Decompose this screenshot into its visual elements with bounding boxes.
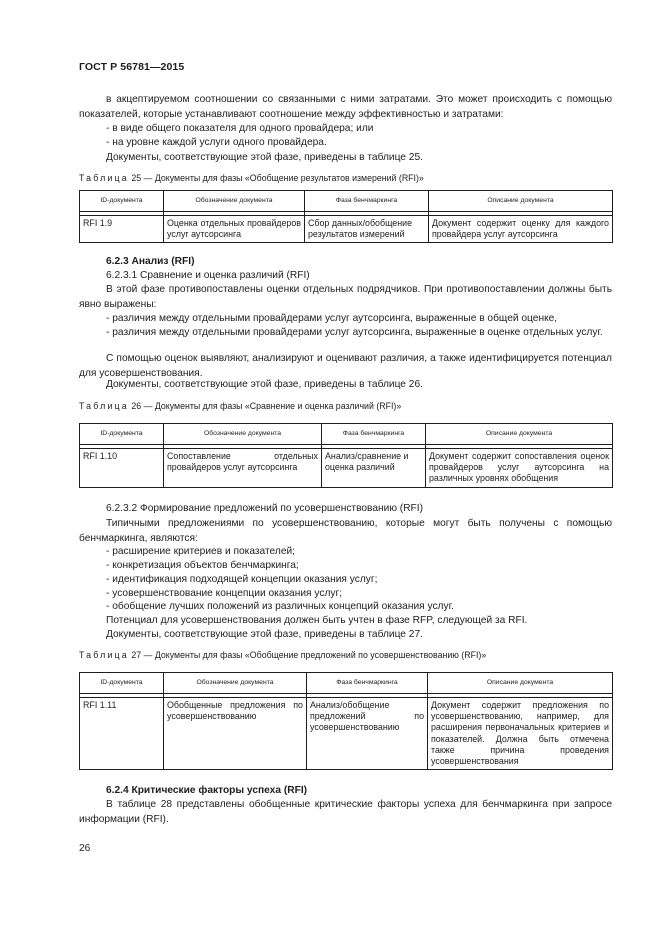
table-27-caption <box>79 649 612 661</box>
column-header: ID-документа <box>80 191 164 212</box>
table-cell: RFI 1.10 <box>80 449 164 488</box>
column-header: Описание документа <box>428 673 613 694</box>
list-item: - в виде общего показателя для одного провайдера; или <box>106 123 374 134</box>
list-item: - обобщение лучших положений из различных концепций оказания услуг. <box>106 601 454 612</box>
paragraph: Типичными предложениями по усовершенствованию, которые могут быть получены с помощью бенчмаркинга, являются: <box>79 518 612 544</box>
table-25 <box>79 190 613 243</box>
list-item: - идентификация подходящей концепции оказания услуг; <box>106 574 378 585</box>
table-cell: Документ содержит оценку для каждого провайдера услуг аутсорсинга <box>429 216 613 243</box>
table-27 <box>79 672 613 770</box>
table-26-caption <box>79 400 612 412</box>
subsection-title: 6.2.3.1 Сравнение и оценка различий (RFI) <box>106 270 310 281</box>
table-row <box>80 698 613 770</box>
caption-text: 25 — Документы для фазы «Обобщение результатов измерений (RFI)» <box>128 173 424 183</box>
table-header-row <box>80 191 613 212</box>
table-cell: Анализ/сравнение и оценка различий <box>322 449 426 488</box>
paragraph: Документы, соответствующие этой фазе, приведены в таблице 27. <box>106 629 423 640</box>
paragraph: В этой фазе противопоставлены оценки отдельных подрядчиков. При противопоставлении должны быть явно выражены: <box>79 284 612 310</box>
page-number: 26 <box>79 843 91 854</box>
column-header: ID-документа <box>80 424 164 445</box>
paragraph: Потенциал для усовершенствования должен быть учтен в фазе RFP, следующей за RFI. <box>106 615 528 626</box>
section-title: 6.2.3 Анализ (RFI) <box>106 256 195 267</box>
table-26 <box>79 423 613 488</box>
caption-label: Таблица <box>79 173 129 183</box>
table-cell: Обобщенные предложения по усовершенствованию <box>164 698 307 770</box>
table-25-caption <box>79 172 612 184</box>
table-cell: RFI 1.9 <box>80 216 164 243</box>
table-cell: Оценка отдельных провайдеров услуг аутсорсинга <box>164 216 305 243</box>
column-header: Описание документа <box>426 424 613 445</box>
table-cell: Документ содержит предложения по усовершенствованию, например, для расширения первоначальных критериев и показателей. Должна быть отмечена также причина проведения усовершенствования <box>428 698 613 770</box>
document-header: ГОСТ Р 56781—2015 <box>79 61 185 73</box>
list-item: - конкретизация объектов бенчмаркинга; <box>106 560 299 571</box>
table-cell: RFI 1.11 <box>80 698 164 770</box>
paragraph: С помощью оценок выявляют, анализируют и оценивают различия, а также идентифицируется потенциал для усовершенствования. <box>79 353 612 379</box>
caption-label: Таблица <box>79 650 129 660</box>
table-cell: Сбор данных/обобщение результатов измерений <box>305 216 429 243</box>
list-item: - различия между отдельными провайдерами услуг аутсорсинга, выраженные в общей оценке, <box>106 313 558 324</box>
column-header: Обозначение документа <box>164 424 322 445</box>
list-item: - различия между отдельными провайдерами услуг аутсорсинга, выраженные в оценке отдельных услуг. <box>106 327 603 338</box>
column-header: ID-документа <box>80 673 164 694</box>
paragraph: В таблице 28 представлены обобщенные критические факторы успеха для бенчмаркинга при запросе информации (RFI). <box>79 799 612 825</box>
column-header: Описание документа <box>429 191 613 212</box>
subsection-title: 6.2.3.2 Формирование предложений по усовершенствованию (RFI) <box>106 503 423 514</box>
paragraph: в акцептируемом соотношении со связанными с ними затратами. Это может происходить с помощью показателей, которые устанавливают соотношение между эффективностью и затратами: <box>79 94 612 120</box>
table-cell: Сопоставление отдельных провайдеров услуг аутсорсинга <box>164 449 322 488</box>
table-row <box>80 449 613 488</box>
paragraph: Документы, соответствующие этой фазе, приведены в таблице 26. <box>106 379 423 390</box>
paragraph: Документы, соответствующие этой фазе, приведены в таблице 25. <box>106 152 423 163</box>
column-header: Обозначение документа <box>164 673 307 694</box>
caption-text: 27 — Документы для фазы «Обобщение предложений по усовершенствованию (RFI)» <box>128 650 487 660</box>
list-item: - усовершенствование концепции оказания услуг; <box>106 588 343 599</box>
caption-text: 26 — Документы для фазы «Сравнение и оценка различий (RFI)» <box>128 401 402 411</box>
list-item: - расширение критериев и показателей; <box>106 546 296 557</box>
table-cell: Анализ/обобщение предложений по усовершенствованию <box>307 698 428 770</box>
table-header-row <box>80 424 613 445</box>
column-header: Фаза бенчмаркинга <box>307 673 428 694</box>
table-cell: Документ содержит сопоставления оценок провайдеров услуг аутсорсинга на различных уровнях обобщения <box>426 449 613 488</box>
caption-label: Таблица <box>79 401 129 411</box>
table-header-row <box>80 673 613 694</box>
column-header: Обозначение документа <box>164 191 305 212</box>
section-title: 6.2.4 Критические факторы успеха (RFI) <box>106 785 308 796</box>
column-header: Фаза бенчмаркинга <box>322 424 426 445</box>
list-item: - на уровне каждой услуги одного провайдера. <box>106 137 327 148</box>
column-header: Фаза бенчмаркинга <box>305 191 429 212</box>
table-row <box>80 216 613 243</box>
